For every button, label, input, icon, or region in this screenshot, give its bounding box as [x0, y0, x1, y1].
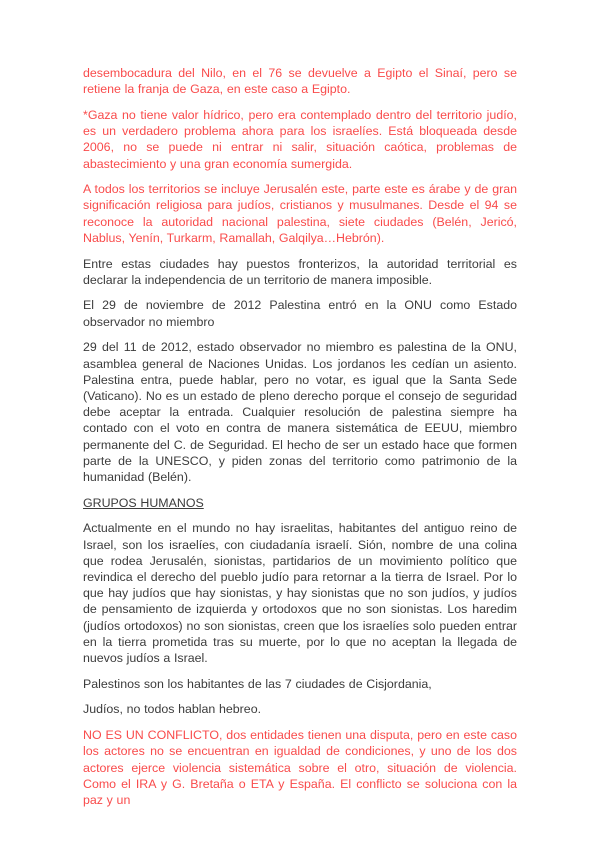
document-paragraph: Palestinos son los habitantes de las 7 ciudades de Cisjordania,	[83, 676, 432, 691]
document-paragraph: desembocadura del Nilo, en el 76 se devuelve a Egipto el Sinaí, pero se retiene la franja de Gaza, en este caso a Egipto.	[83, 66, 517, 97]
document-paragraph: A todos los territorios se incluye Jerusalén este, parte este es árabe y de gran significación religiosa para judíos, cristianos y musulmanes. Desde el 94 se reconoce la autoridad nacional palestina, siete ciudades (Belén, Jericó, Nablus, Yenín, Turkarm, Ramallah, Galqilya…Hebrón).	[83, 182, 517, 245]
document-paragraph: *Gaza no tiene valor hídrico, pero era contemplado dentro del territorio judío, es un verdadero problema ahora para los israelíes. Está bloqueada desde 2006, no se puede ni entrar ni salir, situación caótica, problemas de abastecimiento y una gran economía sumergida.	[83, 107, 517, 171]
document-paragraph: NO ES UN CONFLICTO, dos entidades tienen una disputa, pero en este caso los actores no se encuentran en igualdad de condiciones, y uno de los dos actores ejerce violencia sistemática sobre el otro, situación de violencia. Como el IRA y G. Bretaña o ETA y España. El conflicto se soluciona con la paz y un	[83, 728, 517, 807]
document-content	[83, 65, 517, 808]
document-paragraph: Judíos, no todos hablan hebreo.	[83, 702, 262, 717]
document-paragraph: Actualmente en el mundo no hay israelitas, habitantes del antiguo reino de Israel, son los israelíes, con ciudadanía israelí. Sión, nombre de una colina que rodea Jerusalén, sionistas, partidarios de un movimiento político que revindica el derecho del pueblo judío para retornar a la tierra de Israel. Por lo que hay judíos que hay sionistas, y hay sionistas que no son judíos, y judíos de pensamiento de izquierda y ortodoxos que no son sionistas. Los haredim (judíos ortodoxos) no son sionistas, creen que los israelíes solo pueden entrar en la tierra prometida tras su muerte, por lo que no aceptan la llegada de nuevos judíos a Israel.	[83, 521, 517, 665]
document-paragraph: 29 del 11 de 2012, estado observador no miembro es palestina de la ONU, asamblea general de Naciones Unidas. Los jordanos les cedían un asiento. Palestina entra, puede hablar, pero no votar, es igual que la Santa Sede (Vaticano). No es un estado de pleno derecho porque el consejo de seguridad debe aceptar la entrada. Cualquier resolución de palestina siempre ha contado con el voto en contra de manera sistemática de EEUU, miembro permanente del C. de Seguridad. El hecho de ser un estado hace que formen parte de la UNESCO, y piden zonas del territorio como patrimonio de la humanidad (Belén).	[83, 340, 517, 484]
document-paragraph: El 29 de noviembre de 2012 Palestina entró en la ONU como Estado observador no miembro	[83, 298, 517, 329]
section-heading: GRUPOS HUMANOS	[83, 495, 204, 510]
document-paragraph: Entre estas ciudades hay puestos fronterizos, la autoridad territorial es declarar la independencia de un territorio de manera imposible.	[83, 256, 517, 287]
